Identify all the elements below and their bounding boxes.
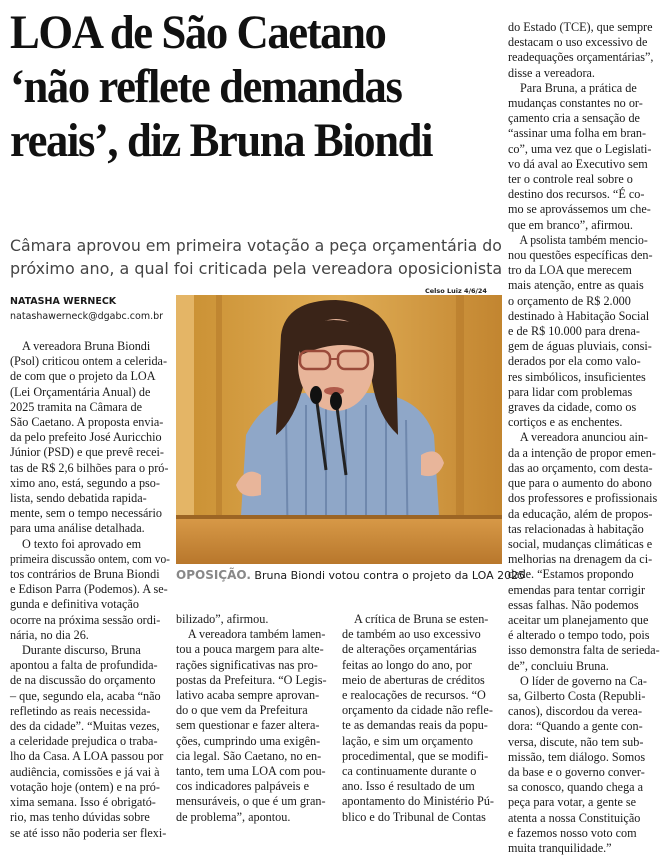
article-line: é alterado o tempo todo, pois — [508, 628, 650, 643]
article-line: te as demandas reais da popu- — [342, 718, 488, 733]
article-line: dos professores e profissionais — [508, 491, 658, 506]
article-line: postas da Prefeitura. “O Legis- — [176, 672, 327, 687]
author-email: natashawerneck@dgabc.com.br — [10, 311, 164, 322]
article-line: de na discussão do orçamento — [10, 673, 156, 688]
article-line: nária, no dia 26. — [10, 627, 89, 642]
article-line: versa, discute, não tem sub- — [508, 734, 644, 749]
article-line: ximo ano, está, segundo a pso- — [10, 475, 160, 490]
article-line: “assinar uma folha em bran- — [508, 126, 647, 141]
article-line: ções, cumprindo uma exigên- — [176, 733, 321, 748]
article-line: do o que vem da Prefeitura — [176, 703, 308, 718]
article-line: aceitar um planejamento que — [508, 612, 649, 627]
article-line: apontou a falta de profundida- — [10, 658, 158, 673]
article-line: sa, Gilberto Costa (Republi- — [508, 688, 646, 703]
article-line: tos contrários de Bruna Biondi — [10, 567, 160, 582]
article-line: canos), discordou da verea- — [508, 704, 643, 719]
article-line: o orçamento de R$ 2.000 — [508, 293, 631, 308]
article-line: bilizado”, afirmou. — [176, 612, 269, 626]
subheadline-line: próximo ano, a qual foi criticada pela vereadora oposicionista — [10, 259, 503, 278]
article-column-3 — [342, 612, 503, 825]
article-line: mudanças constantes no or- — [508, 96, 643, 111]
article-line: gem de águas pluviais, consi- — [508, 339, 652, 354]
article-line: 2025 tramita na Câmara de — [10, 399, 142, 414]
article-line: O líder de governo na Ca- — [520, 673, 647, 688]
article-line: da pelo prefeito José Auricchio — [10, 430, 162, 445]
article-line: social, mudanças climáticas e — [508, 536, 653, 551]
article-line: O texto foi aprovado em — [22, 536, 142, 551]
article-line: sem questionar e fazer altera- — [176, 718, 320, 733]
article-line: das ao orçamento, com desta- — [508, 460, 653, 475]
article-line: missão, tem diálogo. Somos — [508, 749, 646, 764]
article-line: ca continuamente durante o — [342, 764, 477, 779]
article-line: para lidar com problemas — [508, 384, 633, 399]
article-line: nou questões específicas den- — [508, 248, 653, 263]
article-line: peça para votar, a gente se — [508, 795, 637, 810]
article-line: cos indicadores palpáveis e — [176, 779, 309, 794]
article-line: se até isso não poderia ser flexi- — [10, 825, 167, 840]
article-line: ocorre na próxima sessão ordi- — [10, 612, 161, 627]
article-line: primeira discussão ontem, com vo- — [10, 551, 170, 566]
article-line: da a intenção de propor emen- — [508, 445, 656, 460]
photo-credit: Celso Luiz 4/6/24 — [425, 287, 487, 295]
article-line: graves da cidade, como os — [508, 400, 637, 415]
article-line: do Estado (TCE), que sempre — [508, 20, 653, 34]
article-photo — [176, 295, 502, 564]
article-line: mo se aprovássemos um che- — [508, 202, 651, 217]
article-line: co”, uma vez que o Legislati- — [508, 141, 652, 156]
article-line: votação hoje (ontem) e na pró- — [10, 779, 160, 794]
article-line: tanto, tem uma LOA com pou- — [176, 764, 326, 779]
article-column-4 — [508, 20, 660, 856]
article-line: de problema”, apontou. — [176, 809, 291, 824]
article-line: São Caetano. A proposta envia- — [10, 415, 164, 430]
article-line: e Edison Parra (Podemos). A se- — [10, 582, 168, 597]
article-line: rações significativas nas pro- — [176, 657, 318, 672]
article-line: vo dá aval ao Executivo sem — [508, 156, 648, 171]
article-line: muita tranquilidade.” — [508, 840, 612, 855]
article-line: lação, e sim um orçamento — [342, 733, 473, 748]
article-line: gunda e definitiva votação — [10, 597, 139, 612]
article-line: para uma análise detalhada. — [10, 521, 145, 536]
subheadline — [10, 234, 502, 280]
article-line: sa conosco, quando chega a — [508, 780, 644, 795]
article-line: çamento cria a sensação de — [508, 111, 640, 126]
article-line: melhorias na drenagem da ci- — [508, 552, 653, 567]
headline-line: ‘não reflete demandas — [10, 60, 402, 113]
article-line: da base e o governo conver- — [508, 764, 645, 779]
article-line: meio de aberturas de créditos — [342, 672, 485, 687]
article-line: ter o controle real sobre o — [508, 172, 633, 187]
article-line: mais atenção, entre as quais — [508, 278, 644, 293]
article-line: dade. “Estamos propondo — [508, 567, 634, 582]
article-line: lho da Casa. A LOA passou por — [10, 749, 164, 764]
article-line: destinado à Habitação Social — [508, 308, 650, 323]
headline-line: reais’, diz Bruna Biondi — [10, 114, 433, 167]
article-line: mensuráveis, o que é um gran- — [176, 794, 326, 809]
article-line: de também ao uso excessivo — [342, 627, 481, 642]
author-name: NATASHA WERNECK — [10, 296, 117, 307]
article-line: essas falhas. Não podemos — [508, 597, 639, 612]
article-line: (Psol) criticou ontem a celerida- — [10, 354, 168, 369]
article-line: tro da LOA que merecem — [508, 263, 632, 278]
article-line: e de R$ 10.000 para drena- — [508, 324, 640, 339]
article-line: rio, mas tenho dúvidas sobre — [10, 810, 150, 825]
article-line: de alterações orçamentárias — [342, 642, 477, 657]
article-line: procedimental, que se modifi- — [342, 748, 489, 763]
article-line: feitas ao longo do ano, por — [342, 657, 472, 672]
article-line: tas relacionadas à habitação — [508, 521, 644, 536]
article-column-2 — [176, 612, 337, 825]
article-line: tou a pouca margem para alte- — [176, 642, 324, 657]
article-line: Para Bruna, a prática de — [520, 80, 637, 95]
article-line: emendas para tentar corrigir — [508, 582, 646, 597]
article-line: de com que o projeto da LOA — [10, 369, 156, 384]
article-line: apontamento do Ministério Pú- — [342, 794, 494, 809]
article-line: blico e do Tribunal de Contas — [342, 809, 486, 824]
article-line: ano. Isso é resultado de um — [342, 779, 475, 794]
article-line: destacam o uso excessivo de — [508, 35, 648, 50]
article-line: mente, sem o tempo necessário — [10, 506, 162, 521]
caption-tag: OPOSIÇÃO. — [176, 568, 251, 582]
article-line: orçamento da cidade não refle- — [342, 703, 493, 718]
photo-caption — [176, 568, 526, 582]
article-line: e realocações de recursos. “O — [342, 688, 486, 703]
subheadline-line: Câmara aprovou em primeira votação a peça orçamentária do — [10, 236, 502, 255]
article-line: res simbólicos, insuficientes — [508, 369, 646, 384]
article-line: cia legal. São Caetano, no en- — [176, 748, 322, 763]
article-line: a celeridade prejudica o traba- — [10, 734, 158, 749]
article-line: destino dos recursos. “É co- — [508, 187, 645, 202]
article-line: disse a vereadora. — [508, 65, 595, 80]
article-line: readequações orçamentárias”, — [508, 50, 654, 65]
article-line: (Lei Orçamentária Anual) de — [10, 384, 151, 399]
article-line: lativo acaba sempre aprovan- — [176, 688, 320, 703]
article-line: xima semana. Isso é obrigató- — [10, 795, 156, 810]
article-line: A psolista também mencio- — [519, 232, 648, 247]
article-line: refletindo as reais necessida- — [10, 703, 151, 718]
article-line: atenta a nossa Constituição — [508, 810, 641, 825]
article-line: A vereadora Bruna Biondi — [22, 339, 151, 353]
article-line: e fazemos nosso voto com — [508, 825, 637, 840]
article-line: – que, segundo ela, acaba “não — [10, 688, 161, 703]
article-line: A vereadora também lamen- — [187, 627, 326, 642]
article-line: cortiços e as enchentes. — [508, 415, 623, 430]
article-line: da educação, além de propos- — [508, 506, 653, 521]
article-line: derados por ela como valo- — [508, 354, 641, 369]
headline — [10, 6, 468, 168]
article-line: audiência, comissões e já vai à — [10, 764, 160, 779]
article-line: lista, sendo debatida rapida- — [10, 491, 147, 506]
article-line: Júnior (PSD) e que prevê recei- — [10, 445, 164, 460]
article-column-1 — [10, 339, 170, 841]
article-line: Durante discurso, Bruna — [22, 643, 141, 658]
headline-line: LOA de São Caetano — [10, 6, 386, 59]
caption-text: Bruna Biondi votou contra o projeto da LOA 2025 — [254, 569, 526, 582]
article-line: des da cidade”. “Muitas vezes, — [10, 719, 160, 734]
article-line: A crítica de Bruna se esten- — [354, 612, 489, 626]
article-line: isso demonstra falta de serieda- — [508, 643, 660, 658]
article-line: dora: “Quando a gente con- — [508, 719, 643, 734]
article-line: de”, concluiu Bruna. — [508, 658, 609, 673]
article-line: tas de R$ 2,6 bilhões para o pró- — [10, 460, 169, 475]
photo-illustration — [176, 295, 502, 564]
article-line: A vereadora anunciou ain- — [519, 430, 648, 445]
article-line: que em branco”, afirmou. — [508, 217, 633, 232]
article-line: que para o aumento do abono — [508, 476, 652, 491]
